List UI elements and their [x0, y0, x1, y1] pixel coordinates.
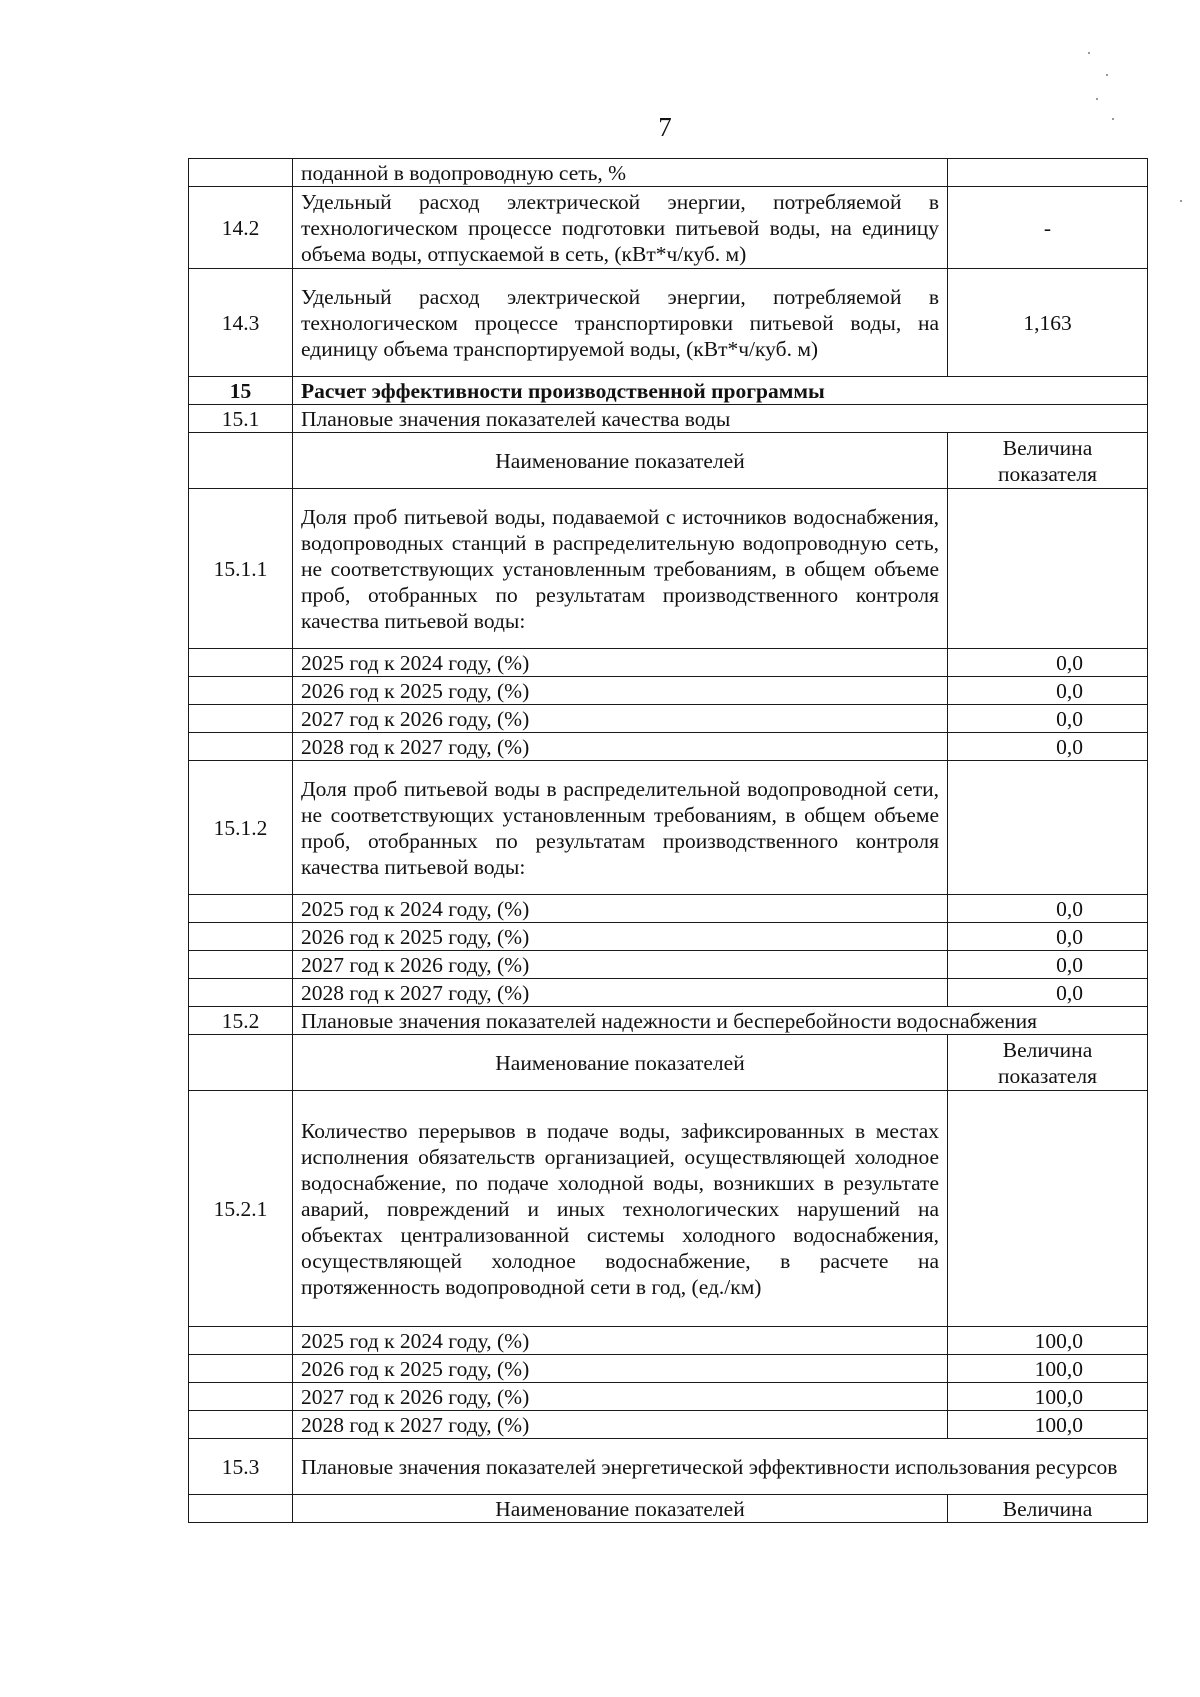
indicator-text: Удельный расход электрической энергии, потребляемой в технологическом процессе подготовки питьевой воды, на единицу объема воды, отпускаемой в сеть, (кВт*ч/куб. м)	[293, 187, 948, 269]
indicator-text: 2028 год к 2027 году, (%)	[293, 1411, 948, 1439]
indicator-text: Количество перерывов в подаче воды, зафиксированных в местах исполнения обязательств организацией, осуществляющей холодное водоснабжение, по подаче холодной воды, возникших в результате аварий, повреждений и иных технологических нарушений на объектах централизованной системы холодного водоснабжения, осуществляющей холодное водоснабжение, в расчете на протяженность водопроводной сети в год, (ед./км)	[293, 1091, 948, 1327]
indicator-text: 2025 год к 2024 году, (%)	[293, 895, 948, 923]
indicator-value: 0,0	[948, 951, 1148, 979]
indicator-value	[948, 159, 1148, 187]
indicator-text: 2027 год к 2026 году, (%)	[293, 705, 948, 733]
row-number	[189, 923, 293, 951]
header-row	[189, 433, 1148, 489]
indicator-value: 0,0	[948, 979, 1148, 1007]
table-row	[189, 951, 1148, 979]
table-row	[189, 159, 1148, 187]
scan-artifact-dot	[1106, 74, 1108, 76]
indicator-value: 0,0	[948, 677, 1148, 705]
table-row	[189, 761, 1148, 895]
section-row	[189, 377, 1148, 405]
row-number	[189, 677, 293, 705]
indicator-text: Доля проб питьевой воды в распределительной водопроводной сети, не соответствующих установленным требованиям, в общем объеме проб, отобранных по результатам производственного контроля качества питьевой воды:	[293, 761, 948, 895]
section-title: Плановые значения показателей качества воды	[293, 405, 1148, 433]
indicator-value: 100,0	[948, 1383, 1148, 1411]
column-header-value: Величина показателя	[948, 433, 1148, 489]
page-number: 7	[658, 112, 672, 142]
row-number	[189, 1495, 293, 1523]
table-row	[189, 677, 1148, 705]
section-title: Плановые значения показателей надежности и бесперебойности водоснабжения	[293, 1007, 1148, 1035]
column-header-value: Величина	[948, 1495, 1148, 1523]
table-row	[189, 923, 1148, 951]
indicator-value: 0,0	[948, 649, 1148, 677]
column-header-value: Величина показателя	[948, 1035, 1148, 1091]
table-row	[189, 1091, 1148, 1327]
indicator-value: 1,163	[948, 269, 1148, 377]
indicator-text: поданной в водопроводную сеть, %	[293, 159, 948, 187]
indicator-text: Доля проб питьевой воды, подаваемой с источников водоснабжения, водопроводных станций в распределительную водопроводную сеть, не соответствующих установленным требованиям, в общем объеме проб, отобранных по результатам производственного контроля качества питьевой воды:	[293, 489, 948, 649]
table-row	[189, 489, 1148, 649]
column-header-name: Наименование показателей	[293, 1035, 948, 1091]
row-number	[189, 951, 293, 979]
row-number	[189, 733, 293, 761]
scan-artifact-dot	[1112, 118, 1114, 120]
scan-artifact-dot	[1096, 98, 1098, 100]
scan-artifact-dot	[1180, 200, 1182, 202]
section-number: 15.3	[189, 1439, 293, 1495]
table-row	[189, 187, 1148, 269]
indicator-text: 2026 год к 2025 году, (%)	[293, 677, 948, 705]
row-number	[189, 705, 293, 733]
table-row	[189, 649, 1148, 677]
indicator-value: 0,0	[948, 733, 1148, 761]
row-number: 15.1.2	[189, 761, 293, 895]
section-number: 15.2	[189, 1007, 293, 1035]
row-number	[189, 1327, 293, 1355]
table-row	[189, 979, 1148, 1007]
section-row	[189, 1439, 1148, 1495]
indicator-value	[948, 761, 1148, 895]
section-title: Расчет эффективности производственной программы	[293, 377, 1148, 405]
row-number	[189, 159, 293, 187]
table-row	[189, 733, 1148, 761]
indicator-text: 2026 год к 2025 году, (%)	[293, 923, 948, 951]
table-row	[189, 1355, 1148, 1383]
row-number	[189, 1411, 293, 1439]
row-number: 15.1.1	[189, 489, 293, 649]
indicator-text: 2025 год к 2024 году, (%)	[293, 1327, 948, 1355]
row-number	[189, 895, 293, 923]
row-number	[189, 1383, 293, 1411]
row-number	[189, 1035, 293, 1091]
table-row	[189, 895, 1148, 923]
indicator-text: Удельный расход электрической энергии, потребляемой в технологическом процессе транспортировки питьевой воды, на единицу объема транспортируемой воды, (кВт*ч/куб. м)	[293, 269, 948, 377]
row-number	[189, 979, 293, 1007]
indicator-value: -	[948, 187, 1148, 269]
column-header-name: Наименование показателей	[293, 433, 948, 489]
indicator-value: 0,0	[948, 923, 1148, 951]
table-row	[189, 705, 1148, 733]
section-title: Плановые значения показателей энергетической эффективности использования ресурсов	[293, 1439, 1148, 1495]
table-row	[189, 1327, 1148, 1355]
indicator-text: 2026 год к 2025 году, (%)	[293, 1355, 948, 1383]
indicator-value: 100,0	[948, 1355, 1148, 1383]
indicator-text: 2027 год к 2026 году, (%)	[293, 1383, 948, 1411]
indicator-text: 2025 год к 2024 году, (%)	[293, 649, 948, 677]
section-row	[189, 405, 1148, 433]
indicator-value: 0,0	[948, 895, 1148, 923]
row-number: 14.2	[189, 187, 293, 269]
row-number: 15.2.1	[189, 1091, 293, 1327]
section-number: 15	[189, 377, 293, 405]
indicators-table	[188, 158, 1148, 1523]
indicator-text: 2028 год к 2027 году, (%)	[293, 733, 948, 761]
section-number: 15.1	[189, 405, 293, 433]
header-row	[189, 1035, 1148, 1091]
table-row	[189, 1411, 1148, 1439]
row-number	[189, 1355, 293, 1383]
row-number	[189, 649, 293, 677]
row-number: 14.3	[189, 269, 293, 377]
indicator-text: 2027 год к 2026 году, (%)	[293, 951, 948, 979]
indicator-value	[948, 1091, 1148, 1327]
table-row	[189, 269, 1148, 377]
header-row	[189, 1495, 1148, 1523]
scan-artifact-dot	[1088, 52, 1090, 54]
row-number	[189, 433, 293, 489]
indicator-value	[948, 489, 1148, 649]
indicator-value: 0,0	[948, 705, 1148, 733]
section-row	[189, 1007, 1148, 1035]
column-header-name: Наименование показателей	[293, 1495, 948, 1523]
table-row	[189, 1383, 1148, 1411]
indicator-value: 100,0	[948, 1327, 1148, 1355]
indicator-text: 2028 год к 2027 году, (%)	[293, 979, 948, 1007]
indicator-value: 100,0	[948, 1411, 1148, 1439]
